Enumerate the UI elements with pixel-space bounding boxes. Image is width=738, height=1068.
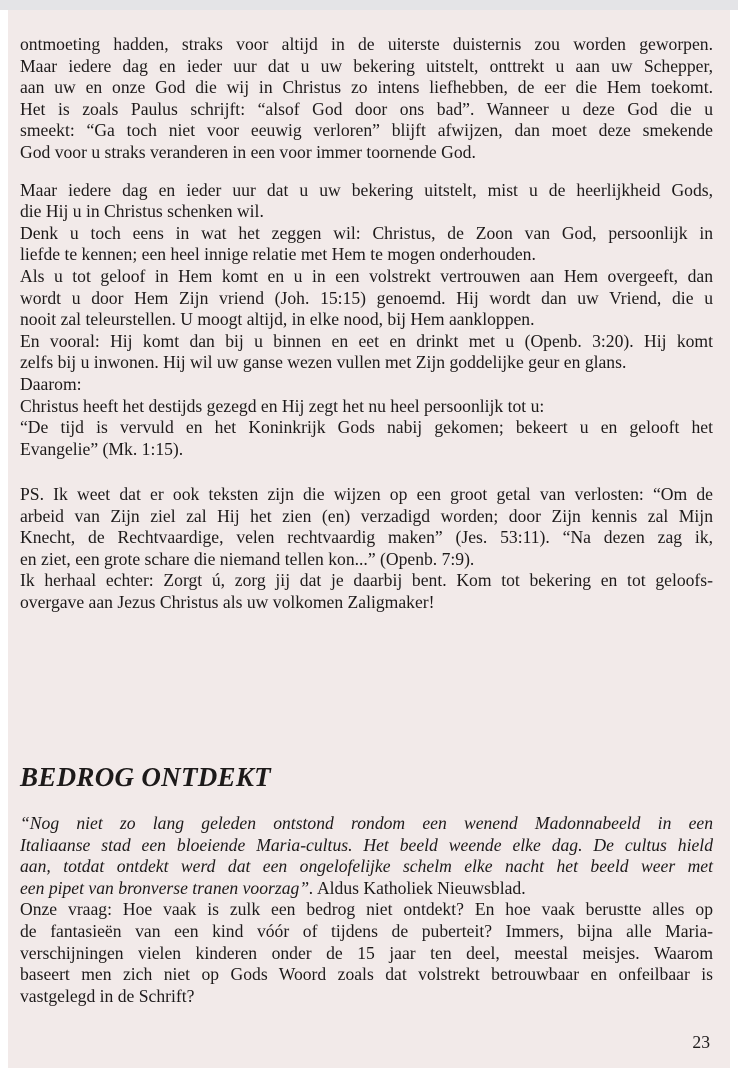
text-line: aan, totdat ontdekt werd dat een ongelofelijke schelm elke nacht het beeld weer met [20, 856, 713, 877]
text-line: nooit zal teleurstellen. U moogt altijd, in elke nood, bij Hem aankloppen. [20, 309, 535, 330]
text-line: baseert men zich niet op Gods Woord zoals dat volstrekt betrouwbaar en onfeilbaar is [20, 964, 713, 985]
text-line: Christus heeft het destijds gezegd en Hij zegt het nu heel persoonlijk tot u: [20, 395, 545, 416]
paragraph-gap [20, 164, 713, 180]
article-body [20, 34, 713, 460]
postscript [20, 484, 713, 614]
text-line: Knecht, de Rechtvaardige, velen rechtvaardig maken” (Jes. 53:11). “Na dezen zag ik, [20, 527, 713, 548]
text-line: de fantasieën van een kind vóór of tijdens de puberteit? Immers, bijna alle Maria- [20, 920, 713, 941]
text-line: zelfs bij u inwonen. Hij wil uw ganse wezen vullen met Zijn goddelijke geur en glans. [20, 352, 627, 373]
section2-body [20, 813, 713, 1007]
quote-end: een pipet van bronverse tranen voorzag”. [20, 877, 314, 898]
text-line: Als u tot geloof in Hem komt en u in een volstrekt vertrouwen aan Hem overgeeft, dan [20, 265, 713, 286]
text-line: Daarom: [20, 373, 82, 394]
text-line: Onze vraag: Hoe vaak is zulk een bedrog niet ontdekt? En hoe vaak berustte alles op [20, 899, 713, 920]
text-line: overgave aan Jezus Christus als uw volkomen Zaligmaker! [20, 591, 435, 612]
page-number: 23 [692, 1032, 710, 1052]
text-line: arbeid van Zijn ziel zal Hij het zien (en) verzadigd worden; door Zijn kennis zal Mijn [20, 505, 713, 526]
text-line: God voor u straks veranderen in een voor immer toornende God. [20, 141, 476, 162]
text-line: Ik herhaal echter: Zorgt ú, zorg jij dat je daarbij bent. Kom tot bekering en tot geloofs- [20, 570, 713, 591]
text-line [20, 878, 713, 900]
question-paragraph [20, 899, 713, 1007]
text-line: verschijningen vielen kinderen onder de 15 jaar ten deel, meestal meisjes. Waarom [20, 942, 713, 963]
text-line: Denk u toch eens in wat het zeggen wil: Christus, de Zoon van God, persoonlijk in [20, 222, 713, 243]
text-line: ontmoeting hadden, straks voor altijd in de uiterste duisternis zou worden geworpen. [20, 34, 713, 54]
text-line: wordt u door Hem Zijn vriend (Joh. 15:15) genoemd. Hij wordt dan uw Vriend, die u [20, 287, 713, 308]
quote-source: Aldus Katholiek Nieuwsblad. [313, 877, 526, 898]
text-line: aan uw en onze God die wij in Christus zo intens liefhebben, de eer die Hem toekomt. [20, 77, 713, 98]
text-line: “De tijd is vervuld en het Koninkrijk Gods nabij gekomen; bekeert u en gelooft het [20, 417, 713, 438]
text-line: vastgelegd in de Schrift? [20, 985, 195, 1006]
text-line: liefde te kennen; een heel innige relatie met Hem te mogen onderhouden. [20, 244, 536, 265]
text-line: “Nog niet zo lang geleden ontstond rondom een wenend Madonnabeeld in een [20, 813, 713, 833]
text-line: Maar iedere dag en ieder uur dat u uw bekering uitstelt, mist u de heerlijkheid Gods, [20, 179, 713, 200]
document-page [8, 10, 730, 1068]
text-line: En vooral: Hij komt dan bij u binnen en eet en drinkt met u (Openb. 3:20). Hij komt [20, 330, 713, 351]
text-line: Het is zoals Paulus schrijft: “alsof God door ons bad”. Wanneer u deze God die u [20, 98, 713, 119]
text-line: Maar iedere dag en ieder uur dat u uw bekering uitstelt, onttrekt u aan uw Schepper, [20, 55, 713, 76]
text-line: die Hij u in Christus schenken wil. [20, 201, 264, 222]
text-line: smeekt: “Ga toch niet voor eeuwig verloren” blijft afwijzen, dan moet deze smekende [20, 120, 713, 141]
section-heading: BEDROG ONTDEKT [20, 762, 271, 792]
text-line: Italiaanse stad een bloeiende Maria-cultus. Het beeld weende elke dag. De cultus hield [20, 834, 713, 855]
text-line: PS. Ik weet dat er ook teksten zijn die wijzen op een groot getal van verlosten: “Om de [20, 484, 713, 504]
text-line: en ziet, een grote schare die niemand tellen kon...” (Openb. 7:9). [20, 548, 475, 569]
scan-top-edge [0, 0, 738, 10]
text-line: Evangelie” (Mk. 1:15). [20, 438, 184, 459]
